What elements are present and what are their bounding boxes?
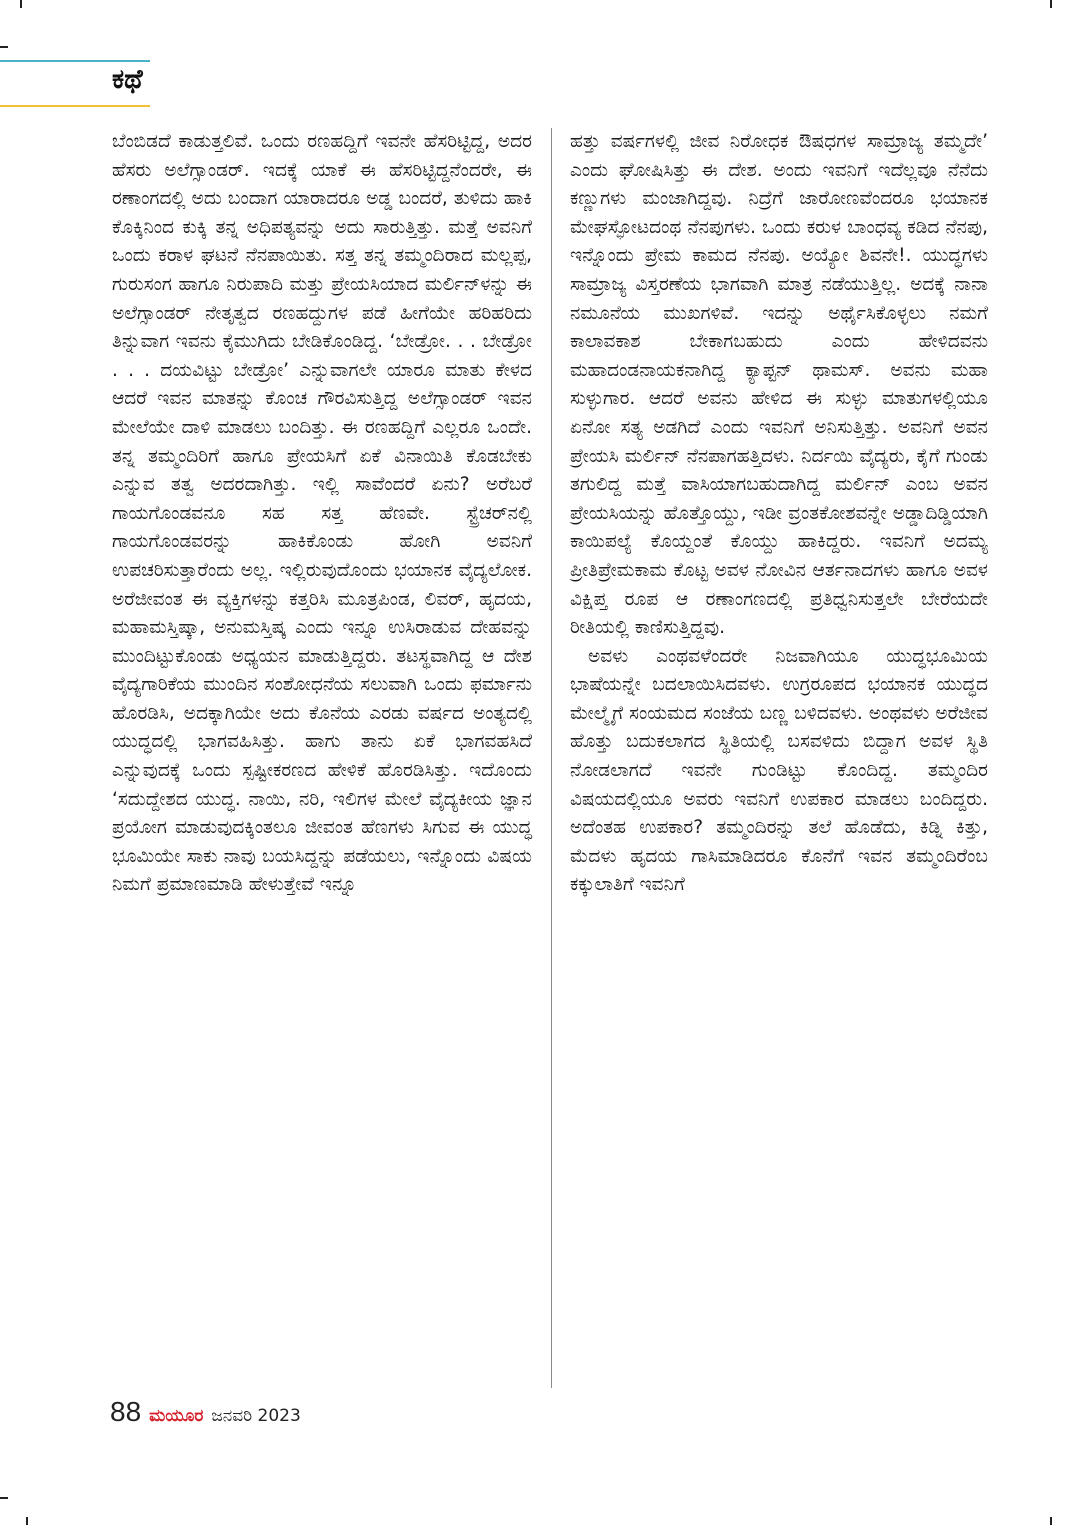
- crop-mark-bottom-right: [1050, 1517, 1052, 1525]
- crop-mark-top-right: [1050, 0, 1052, 8]
- article-paragraph: ಬೆಂಬಿಡದೆ ಕಾಡುತ್ತಲಿವೆ. ಒಂದು ರಣಹದ್ದಿಗೆ ಇವನೇ ಹೆಸರಿಟ್ಟಿದ್ದ, ಅದರ ಹೆಸರು ಅಲೆಗ್ಸಾಂಡರ್. ಇದಕ್ಕೆ ಯಾಕೆ ಈ ಹೆಸರಿಟ್ಟಿದ್ದನೆಂದರೇ, ಈ ರಣಾಂಗದಲ್ಲಿ ಅದು ಬಂದಾಗ ಯಾರಾದರೂ ಅಡ್ಡ ಬಂದರೆ, ತುಳಿದು ಹಾಕಿ ಕೊಕ್ಕಿನಿಂದ ಕುಕ್ಕಿ ತನ್ನ ಅಧಿಪತ್ಯವನ್ನು ಅದು ಸಾರುತ್ತಿತ್ತು. ಮತ್ತೆ ಅವನಿಗೆ ಒಂದು ಕರಾಳ ಘಟನೆ ನೆನಪಾಯಿತು. ಸತ್ತ ತನ್ನ ತಮ್ಮಂದಿರಾದ ಮಲ್ಲಪ್ಪ, ಗುರುಸಂಗ ಹಾಗೂ ನಿರುಪಾದಿ ಮತ್ತು ಪ್ರೇಯಸಿಯಾದ ಮರ್ಲಿನ್‌ಳನ್ನು ಈ ಅಲೆಗ್ಸಾಂಡರ್ ನೇತೃತ್ವದ ರಣಹದ್ದುಗಳ ಪಡೆ ಹೀಗೆಯೇ ಹರಿಹರಿದು ತಿನ್ನುವಾಗ ಇವನು ಕೈಮುಗಿದು ಬೇಡಿಕೊಂಡಿದ್ದ. ‘ಬೇಡ್ರೋ. . . ಬೇಡ್ರೋ . . . ದಯವಿಟ್ಟು ಬೇಡ್ರೋ’ ಎನ್ನುವಾಗಲೇ ಯಾರೂ ಮಾತು ಕೇಳದ ಆದರೆ ಇವನ ಮಾತನ್ನು ಕೊಂಚ ಗೌರವಿಸುತ್ತಿದ್ದ ಅಲೆಗ್ಸಾಂಡರ್ ಇವನ ಮೇಲೆಯೇ ದಾಳಿ ಮಾಡಲು ಬಂದಿತ್ತು. ಈ ರಣಹದ್ದಿಗೆ ಎಲ್ಲರೂ ಒಂದೇ. ತನ್ನ ತಮ್ಮಂದಿರಿಗೆ ಹಾಗೂ ಪ್ರೇಯಸಿಗೆ ಏಕೆ ವಿನಾಯಿತಿ ಕೊಡಬೇಕು ಎನ್ನುವ ತತ್ವ ಅದರದಾಗಿತ್ತು. ಇಲ್ಲಿ ಸಾವೆಂದರೆ ಏನು? ಅರೆಬರೆ ಗಾಯಗೊಂಡವನೂ ಸಹ ಸತ್ತ ಹೆಣವೇ. ಸ್ಟ್ರೆಚರ್‌ನಲ್ಲಿ ಗಾಯಗೊಂಡವರನ್ನು ಹಾಕಿಕೊಂಡು ಹೋಗಿ ಅವನಿಗೆ ಉಪಚರಿಸುತ್ತಾರೆಂದು ಅಲ್ಲ. ಇಲ್ಲಿರುವುದೊಂದು ಭಯಾನಕ ವೈದ್ಯಲೋಕ. ಅರೆಜೀವಂತ ಈ ವ್ಯಕ್ತಿಗಳನ್ನು ಕತ್ತರಿಸಿ ಮೂತ್ರಪಿಂಡ, ಲಿವರ್, ಹೃದಯ, ಮಹಾಮಸ್ತಿಷ್ಕಾ, ಅನುಮಸ್ತಿಷ್ಕ ಎಂದು ಇನ್ನೂ ಉಸಿರಾಡುವ ದೇಹವನ್ನು ಮುಂದಿಟ್ಟುಕೊಂಡು ಅಧ್ಯಯನ ಮಾಡುತ್ತಿದ್ದರು. ತಟಸ್ಥವಾಗಿದ್ದ ಆ ದೇಶ ವೈದ್ಯಗಾರಿಕೆಯ ಮುಂದಿನ ಸಂಶೋಧನೆಯ ಸಲುವಾಗಿ ಒಂದು ಫರ್ಮಾನು ಹೊರಡಿಸಿ, ಅದಕ್ಕಾಗಿಯೇ ಅದು ಕೊನೆಯ ಎರಡು ವರ್ಷದ ಅಂತ್ಯದಲ್ಲಿ ಯುದ್ಧದಲ್ಲಿ ಭಾಗವಹಿಸಿತ್ತು. ಹಾಗು ತಾನು ಏಕೆ ಭಾಗವಹಸಿದೆ ಎನ್ನುವುದಕ್ಕೆ ಒಂದು ಸ್ಪಷ್ಟೀಕರಣದ ಹೇಳಿಕೆ ಹೊರಡಿಸಿತ್ತು. ಇದೊಂದು ‘ಸದುದ್ದೇಶದ ಯುದ್ಧ. ನಾಯಿ, ನರಿ, ಇಲಿಗಳ ಮೇಲೆ ವೈದ್ಯಕೀಯ ಜ್ಞಾನ ಪ್ರಯೋಗ ಮಾಡುವುದಕ್ಕಿಂತಲೂ ಜೀವಂತ ಹೆಣಗಳು ಸಿಗುವ ಈ ಯುದ್ಧ ಭೂಮಿಯೇ ಸಾಕು ನಾವು ಬಯಸಿದ್ದನ್ನು ಪಡೆಯಲು, ಇನ್ನೊಂದು ವಿಷಯ ನಿಮಗೆ ಪ್ರಮಾಣಮಾಡಿ ಹೇಳುತ್ತೇವೆ ಇನ್ನೂ: [112, 131, 532, 896]
- header-accent-line-top: [0, 60, 150, 62]
- issue-date: ಜನವರಿ 2023: [211, 1406, 301, 1426]
- page-number: 88: [110, 1396, 142, 1427]
- magazine-logo: ಮಯೂರ: [149, 1406, 204, 1426]
- crop-mark-left-upper: [0, 46, 8, 48]
- crop-mark-bottom-left: [26, 1517, 28, 1525]
- page-footer: [110, 1396, 301, 1428]
- crop-mark-left-lower: [0, 1497, 8, 1499]
- column-divider: [551, 128, 552, 1388]
- article-paragraph: ಹತ್ತು ವರ್ಷಗಳಲ್ಲಿ ಜೀವ ನಿರೋಧಕ ಔಷಧಗಳ ಸಾಮ್ರಾಜ್ಯ ತಮ್ಮದೇ’ ಎಂದು ಘೋಷಿಸಿತ್ತು ಈ ದೇಶ. ಅಂದು ಇವನಿಗೆ ಇದೆಲ್ಲವೂ ನೆನೆದು ಕಣ್ಣುಗಳು ಮಂಜಾಗಿದ್ದವು. ನಿದ್ರೆಗೆ ಜಾರೋಣವೆಂದರೂ ಭಯಾನಕ ಮೇಘಸ್ಫೋಟದಂಥ ನೆನಪುಗಳು. ಒಂದು ಕರುಳ ಬಾಂಧವ್ಯ ಕಡಿದ ನೆನಪು, ಇನ್ನೊಂದು ಪ್ರೇಮ ಕಾಮದ ನೆನಪು. ಅಯ್ಯೋ ಶಿವನೇ!. ಯುದ್ಧಗಳು ಸಾಮ್ರಾಜ್ಯ ವಿಸ್ತರಣೆಯ ಭಾಗವಾಗಿ ಮಾತ್ರ ನಡೆಯುತ್ತಿಲ್ಲ. ಅದಕ್ಕೆ ನಾನಾ ನಮೂನೆಯ ಮುಖಗಳಿವೆ. ಇದನ್ನು ಅರ್ಥೈಸಿಕೊಳ್ಳಲು ನಮಗೆ ಕಾಲಾವಕಾಶ ಬೇಕಾಗಬಹುದು ಎಂದು ಹೇಳಿದವನು ಮಹಾದಂಡನಾಯಕನಾಗಿದ್ದ ಕ್ಯಾಪ್ಟನ್ ಥಾಮಸ್. ಅವನು ಮಹಾ ಸುಳ್ಳುಗಾರ. ಆದರೆ ಅವನು ಹೇಳಿದ ಈ ಸುಳ್ಳು ಮಾತುಗಳಲ್ಲಿಯೂ ಏನೋ ಸತ್ಯ ಅಡಗಿದೆ ಎಂದು ಇವನಿಗೆ ಅನಿಸುತ್ತಿತ್ತು. ಅವನಿಗೆ ಅವನ ಪ್ರೇಯಸಿ ಮರ್ಲಿನ್ ನೆನಪಾಗಹತ್ತಿದಳು. ನಿರ್ದಯಿ ವೈದ್ಯರು, ಕೈಗೆ ಗುಂಡು ತಗುಲಿದ್ದ ಮತ್ತೆ ವಾಸಿಯಾಗಬಹುದಾಗಿದ್ದ ಮರ್ಲಿನ್ ಎಂಬ ಅವನ ಪ್ರೇಯಸಿಯನ್ನು ಹೊತ್ತೊಯ್ದು, ಇಡೀ ವ್ರಂತಕೋಶವನ್ನೇ ಅಡ್ಡಾದಿಡ್ಡಿಯಾಗಿ ಕಾಯಿಪಲ್ಯೆ ಕೊಯ್ದಂತೆ ಕೊಯ್ದು ಹಾಕಿದ್ದರು. ಇವನಿಗೆ ಅದಮ್ಯ ಪ್ರೀತಿಪ್ರೇಮಕಾಮ ಕೊಟ್ಟ ಅವಳ ನೋವಿನ ಆರ್ತನಾದಗಳು ಹಾಗೂ ಅವಳ ವಿಕ್ಷಿಪ್ತ ರೂಪ ಆ ರಣಾಂಗಣದಲ್ಲಿ ಪ್ರತಿಧ್ವನಿಸುತ್ತಲೇ ಬೇರೆಯದೇ ರೀತಿಯಲ್ಲಿ ಕಾಣಿಸುತ್ತಿದ್ದವು.: [570, 131, 988, 639]
- header-accent-line-bottom: [0, 105, 150, 107]
- article-paragraph: ಅವಳು ಎಂಥವಳೆಂದರೇ ನಿಜವಾಗಿಯೂ ಯುದ್ಧಭೂಮಿಯ ಭಾಷೆಯನ್ನೇ ಬದಲಾಯಿಸಿದವಳು. ಉಗ್ರರೂಪದ ಭಯಾನಕ ಯುದ್ಧದ ಮೇಲ್ಮೈಗೆ ಸಂಯಮದ ಸಂಜೆಯ ಬಣ್ಣ ಬಳಿದವಳು. ಅಂಥವಳು ಅರೆಜೀವ ಹೊತ್ತು ಬದುಕಲಾಗದ ಸ್ಥಿತಿಯಲ್ಲಿ ಬಸವಳಿದು ಬಿದ್ದಾಗ ಅವಳ ಸ್ಥಿತಿ ನೋಡಲಾಗದೆ ಇವನೇ ಗುಂಡಿಟ್ಟು ಕೊಂದಿದ್ದ. ತಮ್ಮಂದಿರ ವಿಷಯದಲ್ಲಿಯೂ ಅವರು ಇವನಿಗೆ ಉಪಕಾರ ಮಾಡಲು ಬಂದಿದ್ದರು. ಅದೆಂತಹ ಉಪಕಾರ? ತಮ್ಮಂದಿರನ್ನು ತಲೆ ಹೊಡೆದು, ಕಿಡ್ನಿ ಕಿತ್ತು, ಮೆದಳು ಹೃದಯ ಗಾಸಿಮಾಡಿದರೂ ಕೊನೆಗೆ ಇವನ ತಮ್ಮಂದಿರೆಂಬ ಕಕ್ಕುಲಾತಿಗೆ ಇವನಿಗೆ: [570, 645, 988, 896]
- article-column-left: [112, 128, 532, 900]
- section-title: ಕಥೆ: [112, 64, 143, 95]
- article-column-right: [570, 128, 988, 900]
- crop-mark-top-left: [20, 0, 22, 8]
